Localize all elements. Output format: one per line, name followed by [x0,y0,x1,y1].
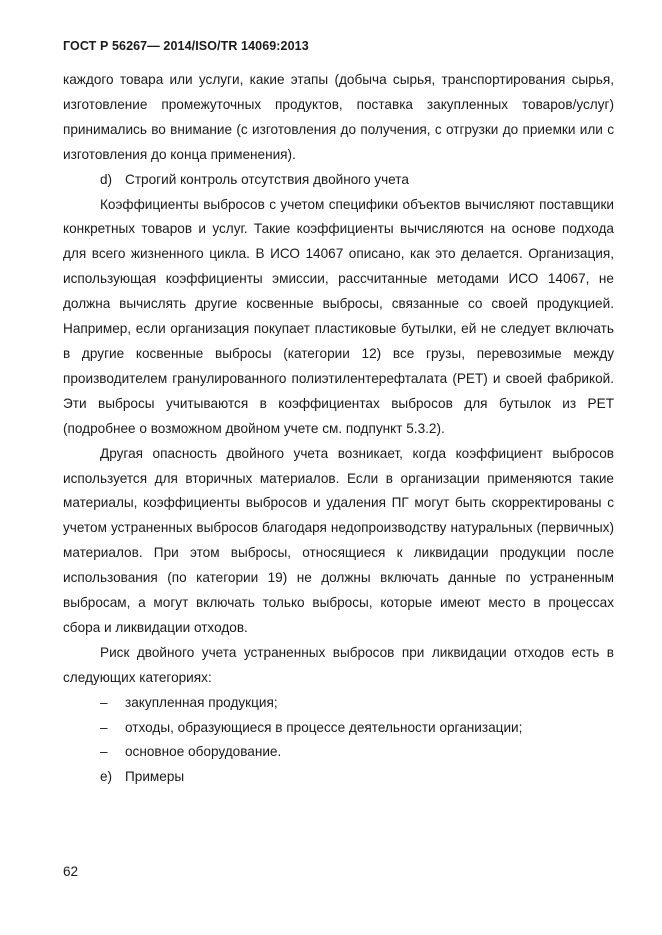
page-number: 62 [63,864,79,879]
dash-list-item [63,691,614,716]
dash-list-item-text: основное оборудование. [125,744,282,760]
dash-marker: – [100,744,108,760]
list-item-d [63,168,614,193]
paragraph-emission-factors: Коэффициенты выбросов с учетом специфики объектов вычисляют поставщики конкретных товаров и услуг. Такие коэффициенты вычисляются на основе подхода для всего жизненного цикла. В ИСО 14067 описано, как это делается. Организация, использующая коэффициенты эмиссии, рассчитанные методами ИСО 14067, не должна вычислять другие косвенные выбросы, связанные со своей продукцией. Например, если организация покупает пластиковые бутылки, ей не следует включать в другие косвенные выбросы (категории 12) все грузы, перевозимые между производителем гранулированного полиэтилентерефталата (PET) и своей фабрикой. Эти выбросы учитываются в коэффициентах выбросов для бутылок из PET (подробнее о возможном двойном учете см. подпункт 5.3.2). [63,196,614,436]
list-item-d-text: Строгий контроль отсутствия двойного учета [125,171,409,187]
list-marker-e: e) [100,769,113,785]
dash-list-item-text: отходы, образующиеся в процессе деятельности организации; [125,719,523,735]
dash-list-item [63,716,614,741]
dash-list-item-text: закупленная продукция; [125,694,278,710]
dash-marker: – [100,719,108,735]
dash-list-item [63,740,614,765]
page-body [63,68,614,790]
list-marker-d: d) [100,171,113,187]
document-header: ГОСТ Р 56267— 2014/ISO/TR 14069:2013 [63,39,309,53]
paragraph-double-counting: Другая опасность двойного учета возникает, когда коэффициент выбросов используется для вторичных материалов. Если в организации применяются такие материалы, коэффициенты выбросов и удаления ПГ могут быть скорректированы с учетом устраненных выбросов благодаря недопроизводству натуральных (первичных) материалов. При этом выбросы, относящиеся к ликвидации продукции после использования (по категории 19) не должны включать данные по устраненным выбросам, а могут включать только выбросы, которые имеют место в процессах сбора и ликвидации отходов. [63,445,614,635]
paragraph-continuation: каждого товара или услуги, какие этапы (добыча сырья, транспортирования сырья, изготовление промежуточных продуктов, поставка закупленных товаров/услуг) принимались во внимание (с изготовления до получения, с отгрузки до приемки или с изготовления до конца применения). [63,72,614,162]
list-item-e-text: Примеры [125,769,185,785]
paragraph-risk: Риск двойного учета устраненных выбросов при ликвидации отходов есть в следующих категориях: [63,644,614,685]
dash-marker: – [100,694,108,710]
list-item-e [63,765,614,790]
